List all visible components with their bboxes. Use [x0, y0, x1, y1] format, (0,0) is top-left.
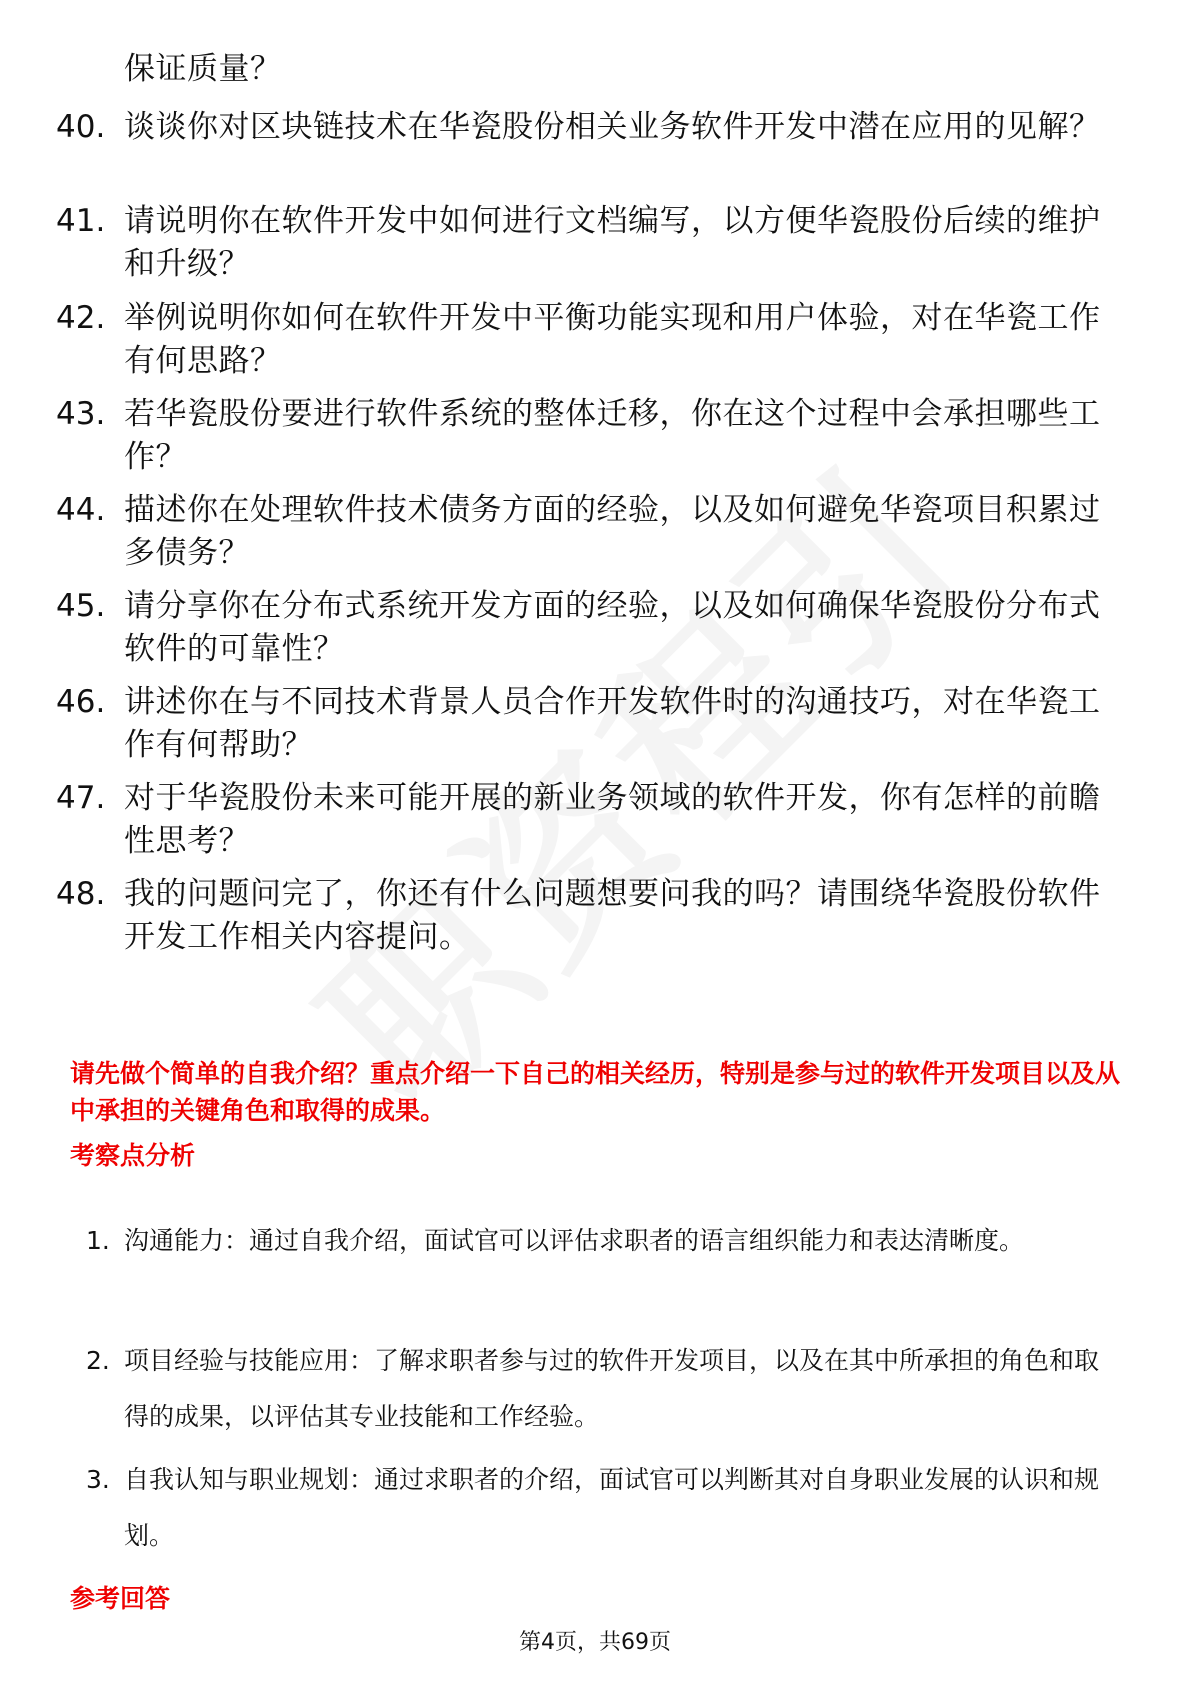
- question-number: 40.: [56, 109, 106, 145]
- question-text: 对于华瓷股份未来可能开展的新业务领域的软件开发，你有怎样的前瞻性思考？: [124, 780, 1101, 859]
- analysis-number: 2.: [86, 1346, 110, 1375]
- question-text: 若华瓷股份要进行软件系统的整体迁移，你在这个过程中会承担哪些工作？: [124, 396, 1101, 475]
- question-number: 47.: [56, 780, 106, 816]
- question-number: 46.: [56, 684, 106, 720]
- question-text: 保证质量？: [124, 51, 282, 87]
- question-text: 举例说明你如何在软件开发中平衡功能实现和用户体验，对在华瓷工作有何思路？: [124, 300, 1101, 379]
- question-text: 谈谈你对区块链技术在华瓷股份相关业务软件开发中潜在应用的见解？: [124, 109, 1101, 145]
- analysis-number: 3.: [86, 1465, 110, 1494]
- question-text: 我的问题问完了，你还有什么问题想要问我的吗？请围绕华瓷股份软件开发工作相关内容提问。: [124, 876, 1101, 955]
- analysis-text: 沟通能力：通过自我介绍，面试官可以评估求职者的语言组织能力和表达清晰度。: [124, 1226, 1025, 1255]
- intro-question: 请先做个简单的自我介绍？重点介绍一下自己的相关经历，特别是参与过的软件开发项目以及从中承担的关键角色和取得的成果。: [70, 1059, 1121, 1125]
- analysis-heading: 考察点分析: [70, 1141, 196, 1170]
- page-footer: 第4页，共69页: [519, 1630, 671, 1655]
- reference-heading: 参考回答: [70, 1584, 171, 1613]
- question-number: 48.: [56, 876, 106, 912]
- question-number: 45.: [56, 588, 106, 624]
- question-text: 描述你在处理软件技术债务方面的经验，以及如何避免华瓷项目积累过多债务？: [124, 492, 1101, 571]
- question-number: 44.: [56, 492, 106, 528]
- analysis-text: 项目经验与技能应用：了解求职者参与过的软件开发项目，以及在其中所承担的角色和取得的成果，以评估其专业技能和工作经验。: [124, 1346, 1100, 1431]
- analysis-text: 自我认知与职业规划：通过求职者的介绍，面试官可以判断其对自身职业发展的认识和规划。: [124, 1465, 1100, 1550]
- question-number: 41.: [56, 203, 106, 239]
- question-number: 43.: [56, 396, 106, 432]
- question-number: 42.: [56, 300, 106, 336]
- question-text: 讲述你在与不同技术背景人员合作开发软件时的沟通技巧，对在华瓷工作有何帮助？: [124, 684, 1101, 763]
- question-text: 请分享你在分布式系统开发方面的经验，以及如何确保华瓷股份分布式软件的可靠性？: [124, 588, 1101, 667]
- analysis-number: 1.: [86, 1226, 110, 1255]
- question-text: 请说明你在软件开发中如何进行文档编写，以方便华瓷股份后续的维护和升级？: [124, 203, 1101, 282]
